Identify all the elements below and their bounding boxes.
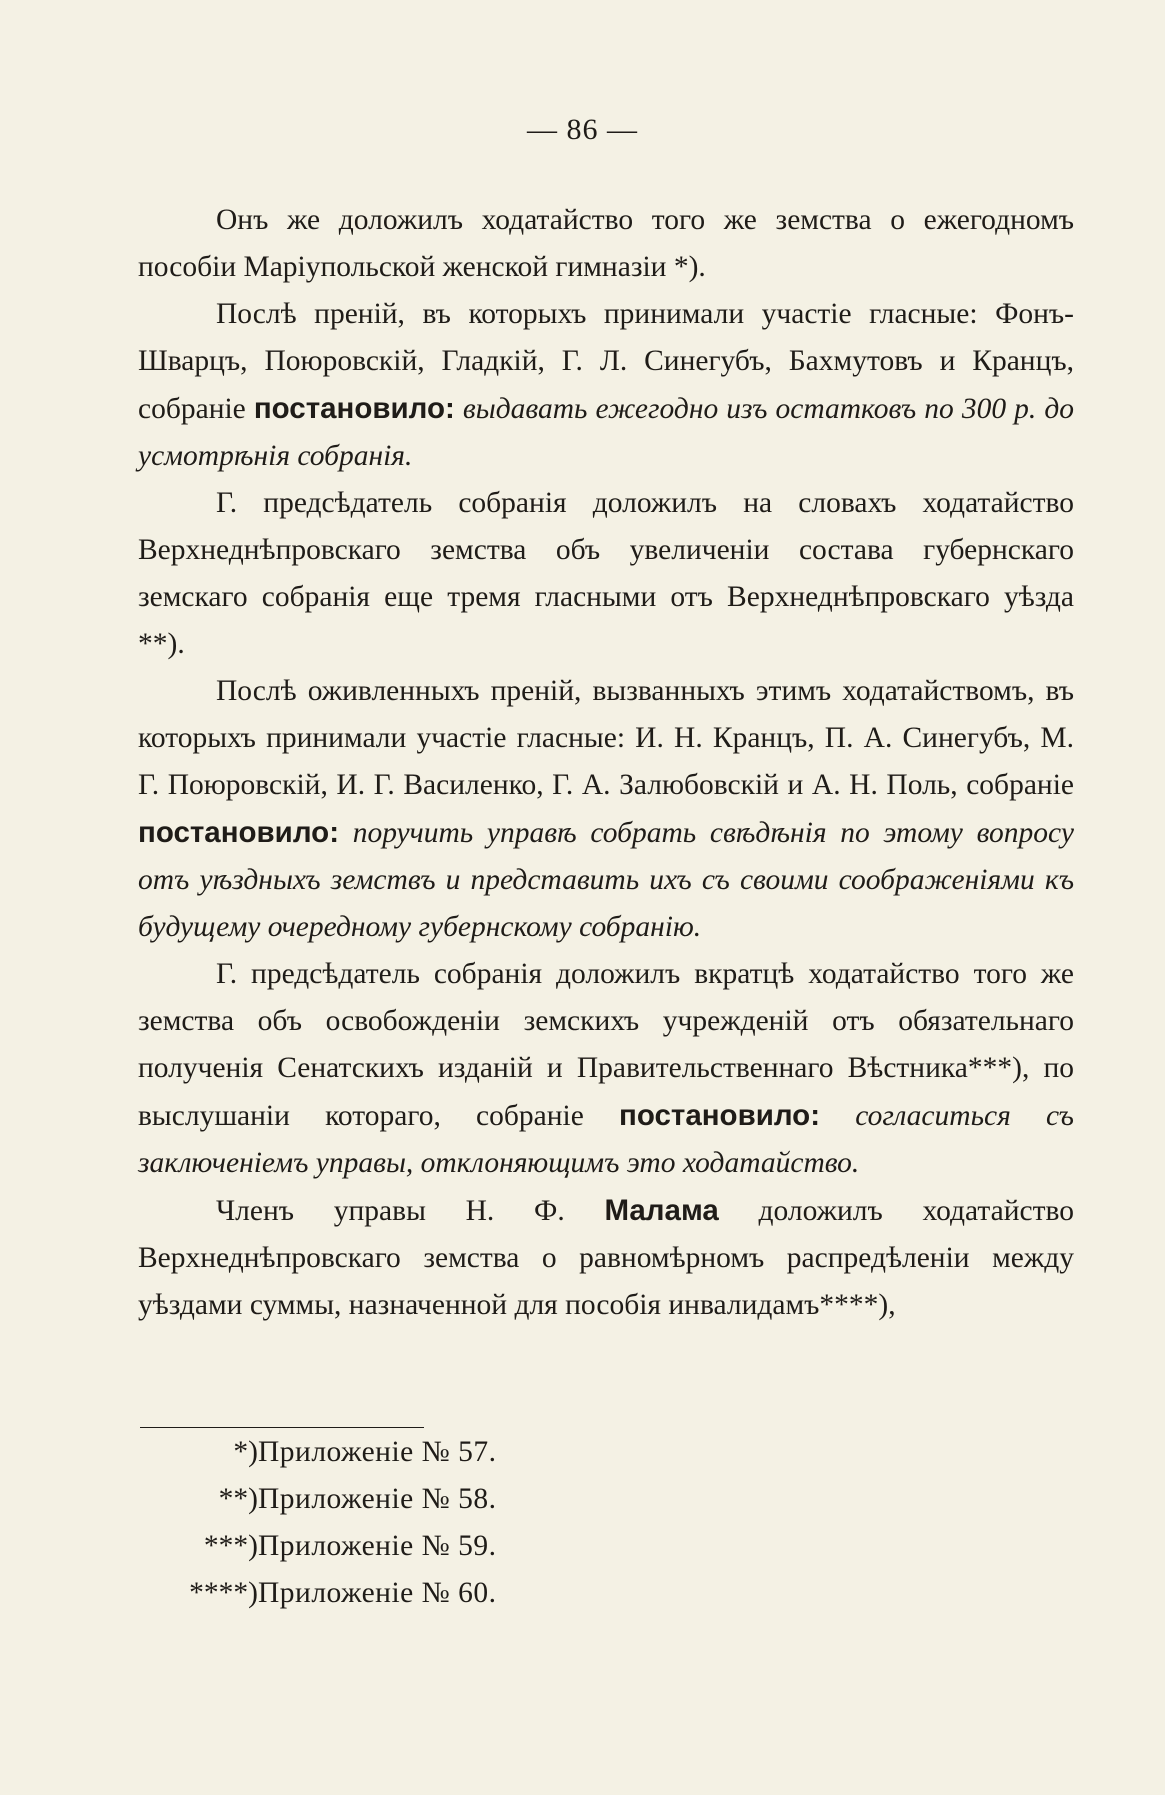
paragraph-1 xyxy=(138,197,1074,291)
footnote-item xyxy=(140,1429,700,1476)
resolution-text: выдавать ежегодно изъ остатковъ по 300 р. до усмотрѣнія собранія. xyxy=(138,393,1074,472)
paragraph-6 xyxy=(138,1187,1074,1329)
footnote-item xyxy=(140,1570,700,1617)
footnote-text: Приложеніе № 57. xyxy=(258,1436,497,1468)
paragraph-text: Г. предсѣдатель собранія доложилъ вкратцѣ ходатайство того же земства объ освобожденіи земскихъ учрежденій отъ обязательнаго полученія Сенатскихъ изданій и Правительственнаго Вѣстника***), по выслушаніи котораго, собраніе xyxy=(138,958,1074,1132)
body-text xyxy=(138,197,1074,1329)
resolution-text: поручить управѣ собрать свѣдѣнія по этому вопросу отъ уѣздныхъ земствъ и представить ихъ съ своими соображеніями къ будущему очередному губернскому собранію. xyxy=(138,817,1074,943)
footnote-item xyxy=(140,1476,700,1523)
paragraph-text: Онъ же доложилъ ходатайство того же земства о ежегодномъ пособіи Маріупольской женской гимназіи *). xyxy=(138,204,1074,283)
paragraph-text: Членъ управы Н. Ф. xyxy=(216,1195,605,1227)
footnote-item xyxy=(140,1523,700,1570)
paragraph-text: Послѣ оживленныхъ преній, вызванныхъ этимъ ходатайствомъ, въ которыхъ принимали участіе гласные: И. Н. Кранцъ, П. А. Синегубъ, М. Г. Поюровскій, И. Г. Василенко, Г. А. Залюбовскій и А. Н. Поль, собраніе xyxy=(138,675,1074,801)
page-number: — 86 — xyxy=(527,113,638,146)
paragraph-2 xyxy=(138,291,1074,480)
footnote-divider xyxy=(140,1427,424,1428)
resolution-keyword: постановило: xyxy=(253,392,455,425)
paragraph-4 xyxy=(138,668,1074,951)
footnote-text: Приложеніе № 60. xyxy=(258,1577,497,1609)
paragraph-text: Послѣ преній, въ которыхъ принимали участіе гласные: Фонъ-Шварцъ, Поюровскій, Гладкій, Г. Л. Синегубъ, Бахмутовъ и Кранцъ, собраніе xyxy=(138,298,1074,425)
resolution-keyword: постановило: xyxy=(619,1099,821,1132)
footnotes xyxy=(140,1429,700,1617)
paragraph-text: доложилъ ходатайство Верхнеднѣпровскаго земства о равномѣрномъ распредѣленіи между уѣздами суммы, назначенной для пособія инвалидамъ****), xyxy=(138,1195,1074,1321)
footnote-text: Приложеніе № 59. xyxy=(258,1530,497,1562)
footnote-text: Приложеніе № 58. xyxy=(258,1483,497,1515)
member-name: Малама xyxy=(604,1194,719,1227)
footnote-mark: **) xyxy=(218,1483,258,1515)
resolution-text: согласиться съ заключеніемъ управы, отклоняющимъ это ходатайство. xyxy=(138,1100,1074,1179)
footnote-mark: *) xyxy=(233,1436,258,1468)
footnote-mark: ***) xyxy=(203,1530,258,1562)
paragraph-3 xyxy=(138,480,1074,668)
paragraph-text: Г. предсѣдатель собранія доложилъ на словахъ ходатайство Верхнеднѣпровскаго земства объ увеличеніи состава губернскаго земскаго собранія еще тремя гласными отъ Верхнеднѣпровскаго уѣзда **). xyxy=(138,487,1074,660)
resolution-keyword: постановило: xyxy=(138,816,340,849)
paragraph-5 xyxy=(138,951,1074,1187)
footnote-mark: ****) xyxy=(189,1577,258,1609)
